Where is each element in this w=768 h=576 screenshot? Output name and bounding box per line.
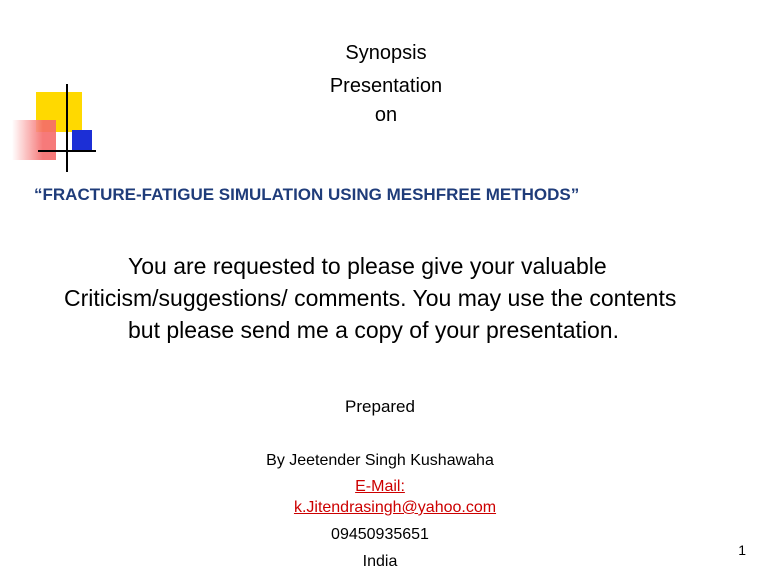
prepared-label: Prepared bbox=[345, 397, 415, 416]
title-line-2: Presentation bbox=[329, 75, 443, 97]
request-line-1: You are requested to please give your valuable bbox=[128, 253, 607, 279]
email-label[interactable]: E-Mail: bbox=[355, 478, 405, 495]
author-name: By Jeetender Singh Kushawaha bbox=[266, 452, 494, 469]
request-line-3: but please send me a copy of your presentation. bbox=[128, 317, 619, 343]
request-line-2: Criticism/suggestions/ comments. You may use the contents bbox=[64, 285, 677, 311]
slide-number: 1 bbox=[738, 542, 746, 558]
vertical-line bbox=[66, 84, 68, 172]
topic-heading: “FRACTURE-FATIGUE SIMULATION USING MESHFREE METHODS” bbox=[34, 185, 580, 204]
blue-block bbox=[72, 130, 92, 152]
title-line-1: Synopsis bbox=[345, 42, 427, 64]
title-line-3: on bbox=[374, 104, 398, 126]
email-link[interactable]: k.Jitendrasingh@yahoo.com bbox=[293, 499, 497, 516]
horizontal-line bbox=[38, 150, 96, 152]
request-paragraph bbox=[40, 250, 756, 346]
red-block bbox=[12, 120, 56, 160]
country: India bbox=[362, 553, 398, 570]
phone-number: 09450935651 bbox=[331, 526, 429, 543]
